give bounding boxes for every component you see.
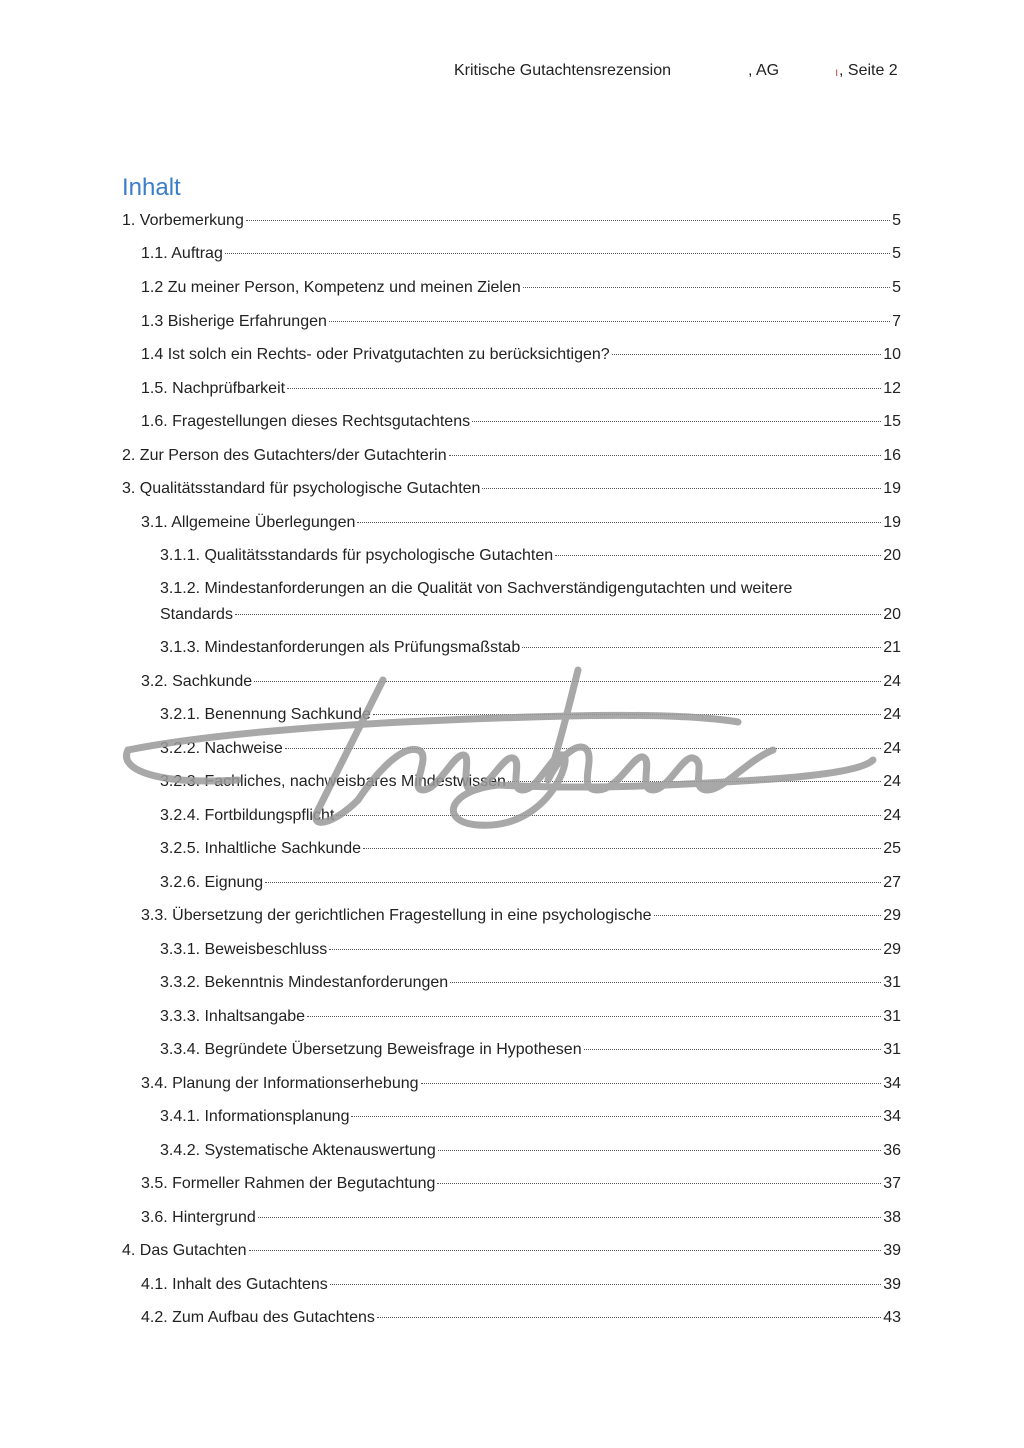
toc-entry[interactable]: 3.2.3. Fachliches, nachweisbares Mindestwissen 24 xyxy=(160,773,901,790)
leader-dots xyxy=(584,1048,882,1050)
leader-dots xyxy=(612,353,882,355)
toc-entry[interactable]: 3.2.6. Eignung 27 xyxy=(160,874,901,891)
leader-dots xyxy=(437,1182,881,1184)
toc-entry[interactable]: 3.3.2. Bekenntnis Mindestanforderungen 31 xyxy=(160,974,901,991)
toc-entry[interactable]: 3.4. Planung der Informationserhebung 34 xyxy=(141,1075,901,1092)
leader-dots xyxy=(246,219,890,221)
leader-dots xyxy=(482,487,881,489)
leader-dots xyxy=(450,981,881,983)
toc-entry[interactable]: 3.3. Übersetzung der gerichtlichen Fragestellung in eine psychologische 29 xyxy=(141,907,901,924)
toc-entry[interactable]: 4.1. Inhalt des Gutachtens 39 xyxy=(141,1276,901,1293)
leader-dots xyxy=(654,914,882,916)
toc-entry[interactable]: 3. Qualitätsstandard für psychologische Gutachten 19 xyxy=(122,480,901,497)
toc-entry[interactable]: 3.4.2. Systematische Aktenauswertung 36 xyxy=(160,1142,901,1159)
toc-entry[interactable]: 1.5. Nachprüfbarkeit 12 xyxy=(141,380,901,397)
leader-dots xyxy=(307,1015,881,1017)
toc-entry[interactable]: 3.2.2. Nachweise 24 xyxy=(160,740,901,757)
toc-entry[interactable]: 1.3 Bisherige Erfahrungen 7 xyxy=(141,313,901,330)
toc-entry[interactable]: 1.4 Ist solch ein Rechts- oder Privatgutachten zu berücksichtigen? 10 xyxy=(141,346,901,363)
toc-entry[interactable]: 3.3.3. Inhaltsangabe 31 xyxy=(160,1008,901,1025)
toc-entry[interactable]: Standards 20 xyxy=(160,606,901,623)
leader-dots xyxy=(421,1082,882,1084)
leader-dots xyxy=(330,1283,881,1285)
leader-dots xyxy=(363,847,881,849)
leader-dots xyxy=(235,613,881,615)
header-court: , AG xyxy=(748,62,780,79)
leader-dots xyxy=(373,713,881,715)
leader-dots xyxy=(357,521,881,523)
toc-entry[interactable]: 1.2 Zu meiner Person, Kompetenz und meinen Zielen 5 xyxy=(141,279,901,296)
leader-dots xyxy=(249,1249,882,1251)
toc-entry[interactable]: 3.3.4. Begründete Übersetzung Beweisfrage in Hypothesen 31 xyxy=(160,1041,901,1058)
toc-entry[interactable]: 3.3.1. Beweisbeschluss 29 xyxy=(160,941,901,958)
toc-entry[interactable]: 3.1.3. Mindestanforderungen als Prüfungsmaßstab 21 xyxy=(160,639,901,656)
toc-entry-first-line[interactable]: 3.1.2. Mindestanforderungen an die Qualität von Sachverständigengutachten und weitere xyxy=(160,580,793,597)
toc-entry[interactable]: 3.2. Sachkunde 24 xyxy=(141,673,901,690)
toc-entry[interactable]: 3.2.4. Fortbildungspflicht 24 xyxy=(160,807,901,824)
toc-entry[interactable]: 4.2. Zum Aufbau des Gutachtens 43 xyxy=(141,1309,901,1326)
leader-dots xyxy=(472,420,881,422)
leader-dots xyxy=(522,646,881,648)
leader-dots xyxy=(265,881,881,883)
toc-entry[interactable]: 3.1. Allgemeine Überlegungen 19 xyxy=(141,514,901,531)
leader-dots xyxy=(254,680,881,682)
leader-dots xyxy=(329,948,881,950)
toc-entry[interactable]: 1.6. Fragestellungen dieses Rechtsgutachtens 15 xyxy=(141,413,901,430)
header-title: Kritische Gutachtensrezension xyxy=(454,62,671,79)
toc-entry[interactable]: 2. Zur Person des Gutachters/der Gutachterin 16 xyxy=(122,447,901,464)
toc-entry[interactable]: 1. Vorbemerkung 5 xyxy=(122,212,901,229)
toc-entry[interactable]: 3.4.1. Informationsplanung 34 xyxy=(160,1108,901,1125)
leader-dots xyxy=(336,814,881,816)
toc-entry[interactable]: 3.5. Formeller Rahmen der Begutachtung 37 xyxy=(141,1175,901,1192)
toc-entry[interactable]: 4. Das Gutachten 39 xyxy=(122,1242,901,1259)
leader-dots xyxy=(351,1115,881,1117)
leader-dots xyxy=(555,554,881,556)
toc-entry[interactable]: 3.2.5. Inhaltliche Sachkunde 25 xyxy=(160,840,901,857)
leader-dots xyxy=(285,747,881,749)
leader-dots xyxy=(508,780,881,782)
leader-dots xyxy=(225,252,890,254)
toc-title: Inhalt xyxy=(122,174,181,201)
leader-dots xyxy=(523,286,890,288)
toc-entry[interactable]: 3.1.1. Qualitätsstandards für psychologische Gutachten 20 xyxy=(160,547,901,564)
leader-dots xyxy=(449,454,882,456)
leader-dots xyxy=(329,320,890,322)
toc-entry[interactable]: 3.2.1. Benennung Sachkunde 24 xyxy=(160,706,901,723)
header-page-number: , Seite 2 xyxy=(839,62,898,79)
leader-dots xyxy=(287,387,881,389)
toc-entry[interactable]: 1.1. Auftrag 5 xyxy=(141,245,901,262)
leader-dots xyxy=(438,1149,881,1151)
toc-entry[interactable]: 3.6. Hintergrund 38 xyxy=(141,1209,901,1226)
leader-dots xyxy=(258,1216,881,1218)
header-mark: ı xyxy=(835,65,839,79)
leader-dots xyxy=(377,1316,881,1318)
